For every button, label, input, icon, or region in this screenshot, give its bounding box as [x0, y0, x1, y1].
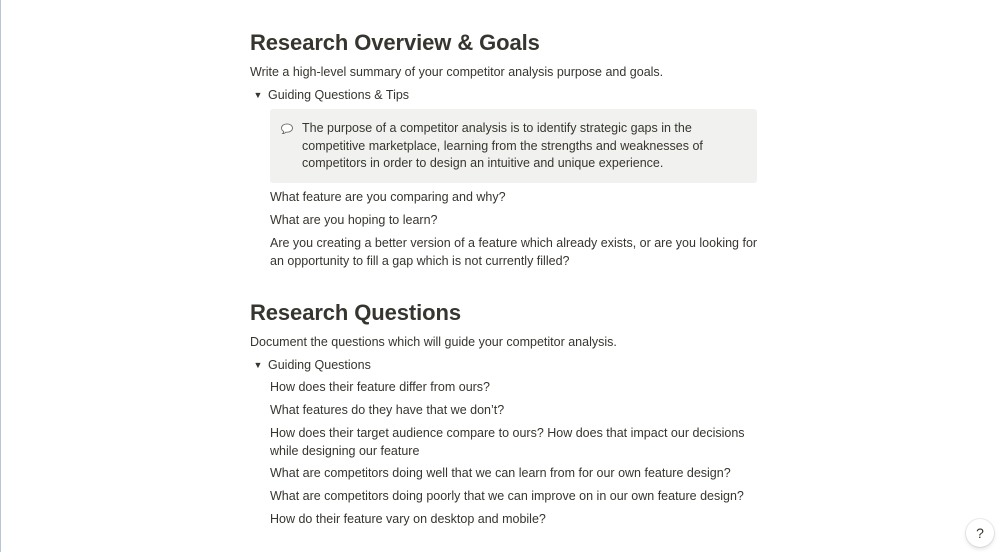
list-item[interactable]: What are competitors doing well that we can learn from for our own feature design? [270, 466, 731, 480]
callout-block[interactable] [270, 109, 757, 183]
list-item[interactable]: How does their target audience compare to ours? How does that impact our decisions while designing our feature [270, 426, 745, 458]
section-description-research-questions[interactable]: Document the questions which will guide your competitor analysis. [250, 335, 617, 349]
section-title-overview[interactable]: Research Overview & Goals [250, 30, 540, 55]
toggle-triangle-icon[interactable]: ▼ [253, 360, 263, 370]
toggle-label[interactable]: Guiding Questions & Tips [268, 88, 410, 102]
list-item[interactable]: What feature are you comparing and why? [270, 190, 506, 204]
list-item[interactable]: What are you hoping to learn? [270, 213, 438, 227]
speech-bubble-icon [280, 122, 294, 136]
list-item[interactable]: What features do they have that we don’t? [270, 403, 505, 417]
help-button[interactable]: ? [966, 519, 994, 547]
section-title-research-questions[interactable]: Research Questions [250, 300, 461, 325]
toggle-triangle-icon[interactable]: ▼ [253, 90, 263, 100]
toggle-label[interactable]: Guiding Questions [268, 358, 371, 372]
window-left-edge [0, 0, 1, 552]
section-description-overview[interactable]: Write a high-level summary of your competitor analysis purpose and goals. [250, 65, 664, 79]
toggle-guiding-questions[interactable] [250, 356, 371, 374]
list-item[interactable]: Are you creating a better version of a feature which already exists, or are you looking for an opportunity to fill a gap which is not currently filled? [270, 236, 758, 268]
list-item[interactable]: How do their feature vary on desktop and mobile? [270, 512, 546, 526]
list-item[interactable]: How does their feature differ from ours? [270, 380, 491, 394]
toggle-guiding-questions-tips[interactable] [250, 86, 409, 104]
list-item[interactable]: What are competitors doing poorly that we can improve on in our own feature design? [270, 489, 744, 503]
callout-text[interactable]: The purpose of a competitor analysis is to identify strategic gaps in the competitive marketplace, learning from the strengths and weaknesses of competitors in order to design an intuitive and unique experience. [302, 121, 703, 170]
